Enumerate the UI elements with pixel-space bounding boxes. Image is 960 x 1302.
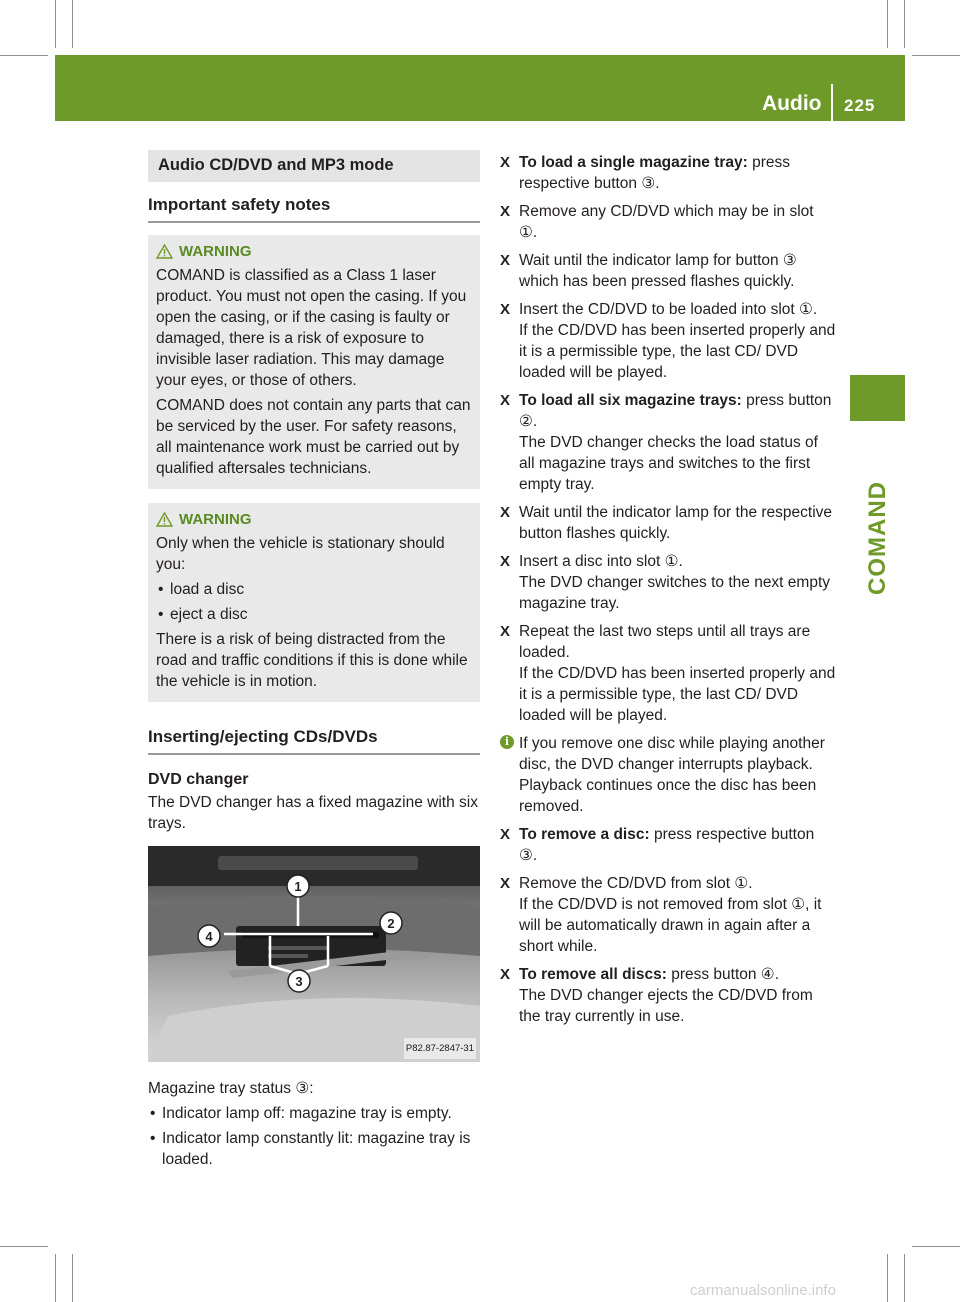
warning-paragraph: There is a risk of being distracted from the road and traffic conditions if this is done while the vehicle is in motion. (156, 631, 468, 690)
step-marker: X (500, 966, 511, 983)
crop-mark (887, 0, 888, 48)
step-result: If the CD/DVD is not removed from slot ①, it will be automatically drawn in again after a short while. (519, 896, 822, 955)
step (500, 964, 836, 1027)
magazine-bullet: • Indicator lamp off: magazine tray is empty. (148, 1103, 480, 1124)
callout-label-4: 4 (205, 929, 213, 944)
magazine-bullet: • Indicator lamp constantly lit: magazine tray is loaded. (148, 1128, 480, 1170)
step (500, 621, 836, 726)
step-marker: X (500, 301, 511, 318)
step-marker: X (500, 252, 511, 269)
step-marker: X (500, 154, 511, 171)
step-marker: X (500, 203, 511, 220)
step-marker: X (500, 504, 511, 521)
photo-code: P82.87-2847-31 (404, 1038, 476, 1059)
magazine-status: Magazine tray status ③: (148, 1080, 314, 1097)
safety-heading: Important safety notes (148, 194, 480, 223)
dvd-changer-text: The DVD changer has a fixed magazine with six trays. (148, 794, 478, 832)
step-text: Remove the CD/DVD from slot ①. (519, 875, 753, 892)
warning-title (156, 241, 472, 262)
left-column (148, 150, 480, 1174)
step-text: press button ②. (519, 392, 832, 430)
step-text: Remove any CD/DVD which may be in slot ①. (519, 203, 814, 241)
step-marker: X (500, 875, 511, 892)
header-divider (831, 84, 833, 121)
inserting-heading: Inserting/ejecting CDs/DVDs (148, 726, 480, 755)
crop-mark (904, 0, 905, 48)
step-bold: To remove all discs: (519, 966, 667, 983)
warning-title-text: WARNING (179, 511, 252, 528)
step (500, 390, 836, 495)
right-column (500, 152, 836, 1034)
warning-bullet: • eject a disc (156, 604, 472, 625)
step-text: Repeat the last two steps until all trays are loaded. (519, 623, 811, 661)
section-title: Audio CD/DVD and MP3 mode (148, 150, 480, 182)
warning-triangle-icon (156, 512, 173, 527)
side-tab-label: COMAND (864, 481, 891, 595)
crop-mark (912, 1246, 960, 1247)
step (500, 551, 836, 614)
crop-mark (72, 1254, 73, 1302)
step (500, 824, 836, 866)
page-number: 225 (844, 96, 876, 115)
callout-label-3: 3 (295, 974, 303, 989)
step-marker: X (500, 553, 511, 570)
step-result: The DVD changer checks the load status of all magazine trays and switches to the first empty tray. (519, 434, 818, 493)
warning-box (148, 235, 480, 489)
step (500, 250, 836, 292)
step-marker: X (500, 392, 511, 409)
step-text: Wait until the indicator lamp for button ③ which has been pressed flashes quickly. (519, 252, 797, 290)
crop-mark (0, 1246, 48, 1247)
step-result: If the CD/DVD has been inserted properly and it is a permissible type, the last CD/ DVD loaded will be played. (519, 665, 836, 724)
callout-label-1: 1 (294, 879, 302, 894)
crop-mark (887, 1254, 888, 1302)
callout-label-2: 2 (387, 916, 395, 931)
step (500, 299, 836, 383)
step-result: The DVD changer ejects the CD/DVD from the tray currently in use. (519, 987, 813, 1025)
warning-paragraph: COMAND is classified as a Class 1 laser product. You must not open the casing. If you open the casing, or if the casing is faulty or damaged, there is a risk of exposure to invisible laser radiation. This may damage your eyes, or those of others. (156, 267, 467, 389)
info-note (500, 733, 836, 817)
crop-mark (912, 55, 960, 56)
crop-mark (0, 55, 48, 56)
warning-bullet: • load a disc (156, 579, 472, 600)
warning-paragraph: Only when the vehicle is stationary should you: (156, 535, 445, 573)
dvd-changer-photo (148, 846, 480, 1062)
step-marker: X (500, 623, 511, 640)
step-text: Insert the CD/DVD to be loaded into slot ①. (519, 301, 818, 318)
warning-triangle-icon (156, 244, 173, 259)
step (500, 201, 836, 243)
step (500, 502, 836, 544)
step-text: Wait until the indicator lamp for the respective button flashes quickly. (519, 504, 833, 542)
step-bold: To load all six magazine trays: (519, 392, 742, 409)
crop-mark (904, 1254, 905, 1302)
step (500, 152, 836, 194)
info-icon: i (500, 735, 514, 749)
step (500, 873, 836, 957)
dvd-changer-heading: DVD changer (148, 771, 249, 788)
step-text: press respective button ③. (519, 826, 815, 864)
info-text: If you remove one disc while playing another disc, the DVD changer interrupts playback. Playback continues once the disc has been removed. (519, 735, 825, 815)
site-watermark: carmanualsonline.info (690, 1282, 836, 1299)
crop-mark (55, 0, 56, 48)
warning-box (148, 503, 480, 702)
step-bold: To remove a disc: (519, 826, 650, 843)
warning-title (156, 509, 472, 530)
step-result: If the CD/DVD has been inserted properly and it is a permissible type, the last CD/ DVD loaded will be played. (519, 322, 836, 381)
header-title: Audio (762, 92, 822, 115)
warning-title-text: WARNING (179, 243, 252, 260)
step-marker: X (500, 826, 511, 843)
side-tab (850, 375, 905, 421)
step-text: Insert a disc into slot ①. (519, 553, 683, 570)
crop-mark (55, 1254, 56, 1302)
warning-paragraph: COMAND does not contain any parts that can be serviced by the user. For safety reasons, all maintenance work must be carried out by qualified aftersales technicians. (156, 397, 471, 477)
step-bold: To load a single magazine tray: (519, 154, 748, 171)
dvd-changer-illustration (148, 846, 480, 1062)
step-text: press respective button ③. (519, 154, 791, 192)
step-text: press button ④. (666, 966, 780, 983)
step-result: The DVD changer switches to the next empty magazine tray. (519, 574, 831, 612)
crop-mark (72, 0, 73, 48)
